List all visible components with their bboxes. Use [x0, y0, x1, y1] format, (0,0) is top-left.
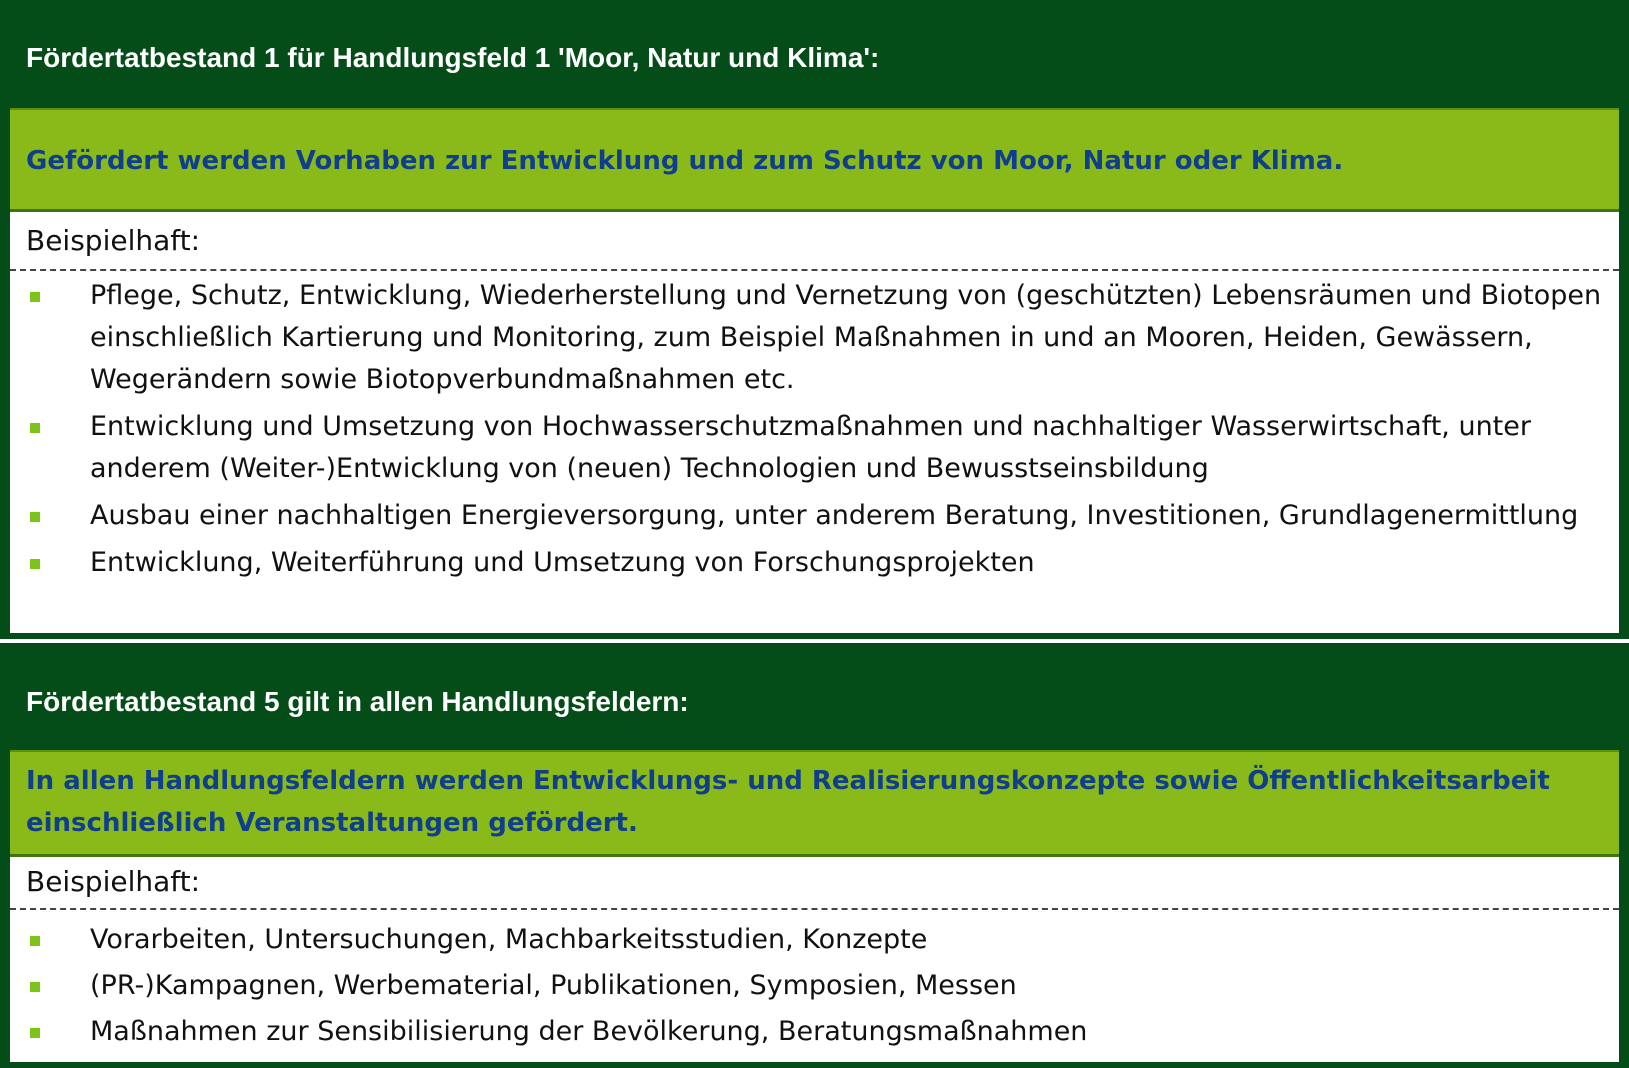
examples-box [10, 857, 1619, 1062]
list-item [10, 919, 1619, 961]
dashed-divider [10, 908, 1619, 910]
list-item-text: (PR-)Kampagnen, Werbematerial, Publikationen, Symposien, Messen [90, 970, 1017, 1001]
list-item [10, 1011, 1619, 1053]
square-bullet-icon [30, 982, 40, 992]
list-item [10, 495, 1619, 537]
examples-list [10, 272, 1619, 584]
list-item-text: Ausbau einer nachhaltigen Energieversorgung, unter anderem Beratung, Investitionen, Grundlagenermittlung [90, 500, 1579, 531]
examples-box [10, 212, 1619, 633]
square-bullet-icon [30, 559, 40, 569]
summary-band [10, 750, 1619, 857]
list-item [10, 542, 1619, 584]
summary-band [10, 108, 1619, 212]
section-header: Fördertatbestand 1 für Handlungsfeld 1 'Moor, Natur und Klima': [26, 42, 880, 73]
funding-section-5 [0, 643, 1629, 1068]
square-bullet-icon [30, 423, 40, 433]
list-item-text: Entwicklung und Umsetzung von Hochwasserschutzmaßnahmen und nachhaltiger Wasserwirtschaft, unter anderem (Weiter-)Entwicklung von (neuen) Technologien und Bewusstseinsbildung [90, 411, 1531, 484]
summary-text: In allen Handlungsfeldern werden Entwicklungs- und Realisierungskonzepte sowie Öffentlichkeitsarbeit einschließlich Veranstaltungen gefördert. [26, 766, 1550, 838]
section-header: Fördertatbestand 5 gilt in allen Handlungsfeldern: [26, 686, 689, 717]
dashed-divider [10, 269, 1619, 271]
square-bullet-icon [30, 1028, 40, 1038]
list-item [10, 275, 1619, 401]
examples-label: Beispielhaft: [26, 865, 201, 898]
square-bullet-icon [30, 936, 40, 946]
square-bullet-icon [30, 512, 40, 522]
list-item-text: Entwicklung, Weiterführung und Umsetzung von Forschungsprojekten [90, 547, 1035, 578]
list-item [10, 406, 1619, 490]
examples-label: Beispielhaft: [26, 224, 201, 257]
list-item-text: Maßnahmen zur Sensibilisierung der Bevölkerung, Beratungsmaßnahmen [90, 1016, 1088, 1047]
summary-text: Gefördert werden Vorhaben zur Entwicklung und zum Schutz von Moor, Natur oder Klima. [26, 146, 1344, 176]
list-item-text: Pflege, Schutz, Entwicklung, Wiederherstellung und Vernetzung von (geschützten) Lebensräumen und Biotopen einschließlich Kartierung und Monitoring, zum Beispiel Maßnahmen in und an Mooren, Heiden, Gewässern, Wegerändern sowie Biotopverbundmaßnahmen etc. [90, 280, 1602, 395]
examples-list [10, 912, 1619, 1053]
square-bullet-icon [30, 292, 40, 302]
list-item-text: Vorarbeiten, Untersuchungen, Machbarkeitsstudien, Konzepte [90, 924, 928, 955]
list-item [10, 965, 1619, 1007]
